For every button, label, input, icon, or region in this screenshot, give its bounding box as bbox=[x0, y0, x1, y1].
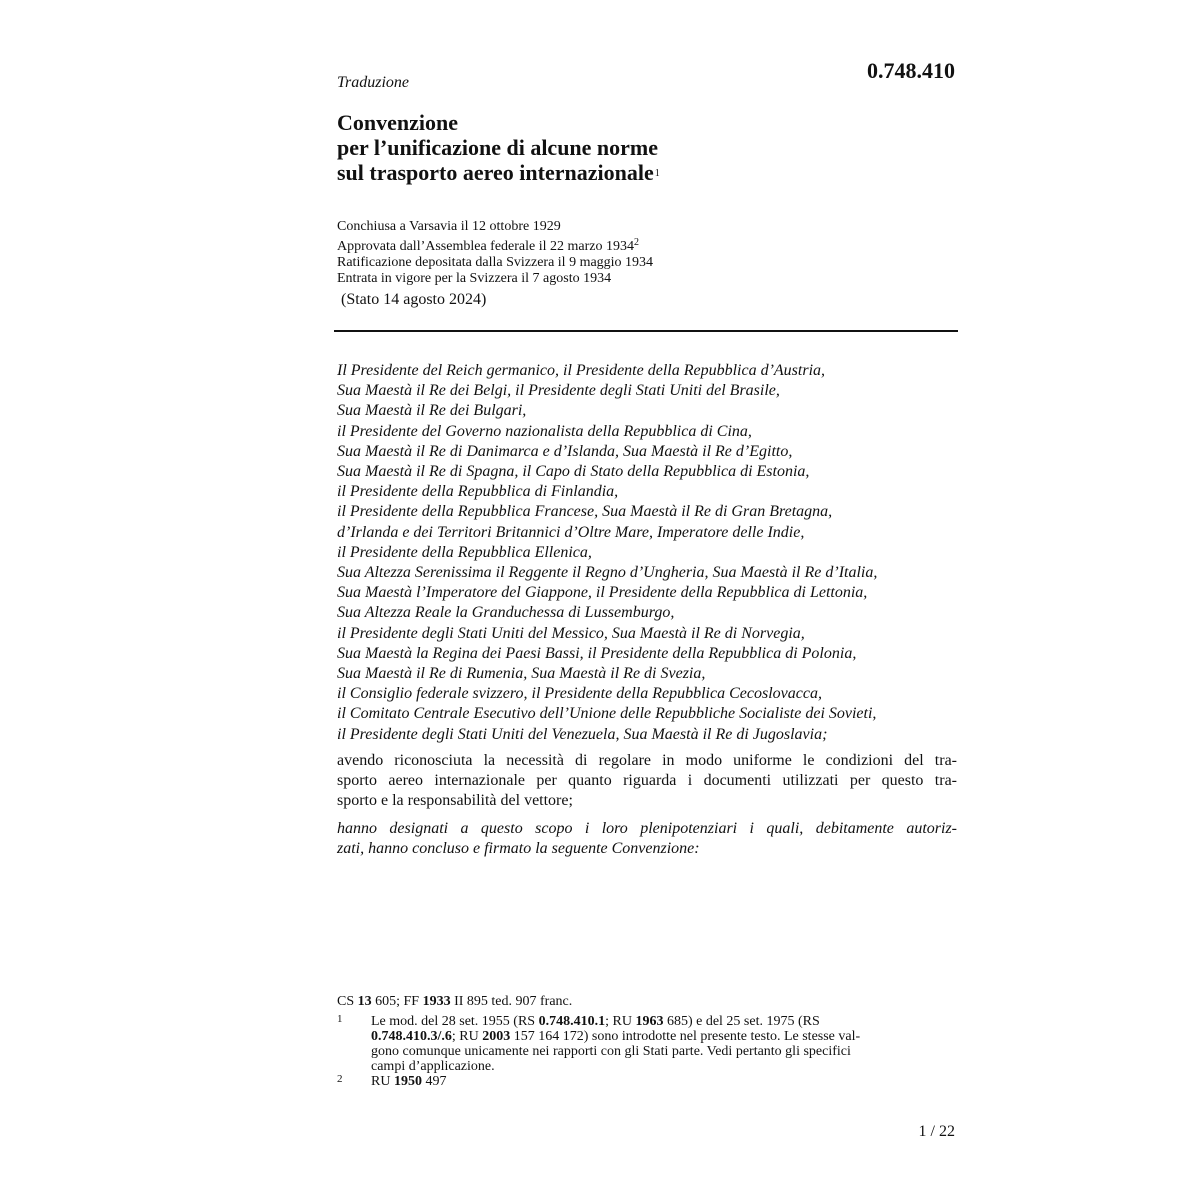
party-line: il Comitato Centrale Esecutivo dell’Unione delle Repubbliche Socialiste dei Sovieti, bbox=[337, 705, 877, 723]
party-line: il Presidente degli Stati Uniti del Venezuela, Sua Maestà il Re di Jugoslavia; bbox=[337, 725, 828, 743]
footnote-1-number: 1 bbox=[337, 1013, 343, 1025]
preamble-recital bbox=[337, 751, 957, 811]
footnote-1-line: campi d’applicazione. bbox=[371, 1059, 495, 1074]
fn1-text: Le mod. del 28 set. 1955 (RS bbox=[371, 1014, 536, 1029]
title-line-3-text: sul trasporto aereo internazionale bbox=[337, 160, 654, 185]
footnote-1-line bbox=[371, 1029, 957, 1044]
footnote-1-line bbox=[371, 1014, 957, 1029]
footnote-ref-2[interactable]: 2 bbox=[634, 237, 640, 248]
meta-approved-text: Approvata dall’Assemblea federale il 22 marzo 1934 bbox=[337, 239, 635, 254]
recital-line: sporto aereo internazionale per quanto riguarda i documenti utilizzati per questo tra- bbox=[337, 772, 957, 789]
footnote-1-line: gono comunque unicamente nei rapporti con gli Stati parte. Vedi pertanto gli specifici bbox=[371, 1044, 851, 1059]
party-line: il Presidente della Repubblica di Finlandia, bbox=[337, 483, 619, 501]
party-line: il Presidente degli Stati Uniti del Messico, Sua Maestà il Re di Norvegia, bbox=[337, 624, 805, 642]
party-line: Sua Maestà la Regina dei Paesi Bassi, il Presidente della Repubblica di Polonia, bbox=[337, 644, 857, 662]
meta-ratification: Ratificazione depositata dalla Svizzera il 9 maggio 1934 bbox=[337, 255, 654, 270]
header-divider bbox=[334, 330, 958, 332]
party-line: Sua Maestà il Re di Danimarca e d’Islanda, Sua Maestà il Re d’Egitto, bbox=[337, 442, 793, 460]
preamble-plenipotentiaries bbox=[337, 819, 957, 859]
footnote-ref-1[interactable]: 1 bbox=[654, 168, 660, 179]
party-line: Sua Maestà il Re dei Belgi, il Presidente degli Stati Uniti del Brasile, bbox=[337, 382, 780, 400]
ff-year: 1933 bbox=[422, 994, 451, 1009]
fn1-text: ; RU bbox=[451, 1029, 479, 1044]
footnote-2-number: 2 bbox=[337, 1073, 343, 1085]
document-number: 0.748.410 bbox=[867, 58, 955, 83]
footnotes bbox=[337, 994, 957, 1089]
party-line: Sua Maestà il Re di Spagna, il Capo di Stato della Repubblica di Estonia, bbox=[337, 463, 810, 481]
party-line: il Consiglio federale svizzero, il Presidente della Repubblica Cecoslovacca, bbox=[337, 685, 822, 703]
footnote-2-line bbox=[371, 1074, 957, 1089]
party-line: Il Presidente del Reich germanico, il Presidente della Repubblica d’Austria, bbox=[337, 362, 826, 379]
party-line: Sua Altezza Serenissima il Reggente il Regno d’Ungheria, Sua Maestà il Re d’Italia, bbox=[337, 564, 878, 582]
fn2-prefix: RU bbox=[371, 1074, 391, 1089]
party-line: il Presidente della Repubblica Ellenica, bbox=[337, 543, 592, 561]
party-line: Sua Maestà il Re dei Bulgari, bbox=[337, 402, 527, 420]
fn1-ru-year: 1963 bbox=[635, 1014, 664, 1029]
translation-label: Traduzione bbox=[337, 74, 410, 91]
plenipotentiaries-line: zati, hanno concluso e firmato la seguente Convenzione: bbox=[337, 840, 700, 857]
meta-approved bbox=[337, 235, 653, 255]
title-line-2: per l’unificazione di alcune norme bbox=[337, 135, 659, 160]
plenipotentiaries-line: hanno designati a questo scopo i loro plenipotenziari i quali, debitamente autoriz- bbox=[337, 820, 957, 837]
fn1-ru-year: 2003 bbox=[482, 1029, 511, 1044]
fn1-rs-link[interactable]: 0.748.410.3/.6 bbox=[371, 1029, 452, 1044]
fn1-text: ; RU bbox=[605, 1014, 632, 1029]
meta-concluded: Conchiusa a Varsavia il 12 ottobre 1929 bbox=[337, 219, 561, 234]
recital-line: sporto e la responsabilità del vettore; bbox=[337, 792, 573, 809]
title-line-1: Convenzione bbox=[337, 110, 458, 135]
cs-page: 605; FF bbox=[375, 994, 420, 1009]
fn1-rs-link[interactable]: 0.748.410.1 bbox=[538, 1014, 606, 1029]
page-title bbox=[337, 110, 660, 186]
footnote-1 bbox=[337, 1014, 957, 1074]
party-line: Sua Maestà l’Imperatore del Giappone, il Presidente della Repubblica di Lettonia, bbox=[337, 584, 868, 602]
fn1-text: 157 164 172) sono introdotte nel presente testo. Le stesse val- bbox=[513, 1029, 861, 1044]
cs-volume: 13 bbox=[357, 994, 372, 1009]
footnote-2 bbox=[337, 1074, 957, 1089]
footnote-cs-reference bbox=[337, 994, 957, 1010]
fn1-text: 685) e del 25 set. 1975 (RS bbox=[666, 1014, 820, 1029]
page-number: 1 / 22 bbox=[918, 1123, 955, 1140]
cs-prefix: CS bbox=[337, 994, 355, 1009]
party-line: d’Irlanda e dei Territori Britannici d’Oltre Mare, Imperatore delle Indie, bbox=[337, 523, 805, 541]
meta-entry-into-force: Entrata in vigore per la Svizzera il 7 agosto 1934 bbox=[337, 271, 612, 286]
title-line-3 bbox=[337, 160, 660, 186]
status-date: (Stato 14 agosto 2024) bbox=[341, 291, 487, 308]
enactment-metadata bbox=[337, 219, 653, 287]
recital-line: avendo riconosciuta la necessità di regolare in modo uniforme le condizioni del tra- bbox=[337, 752, 957, 769]
fn2-page: 497 bbox=[425, 1074, 447, 1089]
preamble-parties bbox=[337, 361, 877, 745]
fn2-year: 1950 bbox=[393, 1074, 422, 1089]
ff-rest: II 895 ted. 907 franc. bbox=[454, 994, 573, 1009]
party-line: il Presidente del Governo nazionalista della Repubblica di Cina, bbox=[337, 422, 752, 440]
party-line: il Presidente della Repubblica Francese, Sua Maestà il Re di Gran Bretagna, bbox=[337, 503, 833, 521]
party-line: Sua Maestà il Re di Rumenia, Sua Maestà il Re di Svezia, bbox=[337, 665, 706, 683]
party-line: Sua Altezza Reale la Granduchessa di Lussemburgo, bbox=[337, 604, 675, 622]
